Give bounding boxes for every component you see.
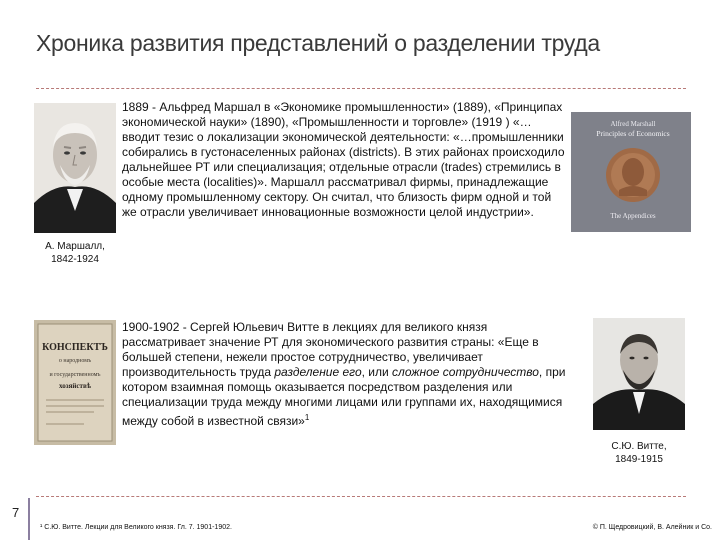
footnote: ¹ С.Ю. Витте. Лекции для Великого князя. Гл. 7. 1901-1902. <box>40 524 232 531</box>
book-subtitle: The Appendices <box>610 212 656 220</box>
marshall-portrait <box>34 103 116 233</box>
witte-caption-name: С.Ю. Витте, <box>611 441 667 452</box>
witte-caption-years: 1849-1915 <box>615 454 663 465</box>
footer-vertical-bar <box>28 498 30 540</box>
book-author: Alfred Marshall <box>610 120 656 128</box>
book-line-2: о народномъ <box>58 358 92 364</box>
witte-caption <box>590 440 688 466</box>
witte-paragraph <box>122 320 572 429</box>
copyright: © П. Щедровицкий, В. Алейник и Со. <box>592 524 712 531</box>
marshall-caption-years: 1842-1924 <box>51 254 99 265</box>
witte-text-italic2: сложное сотрудничество <box>392 365 539 379</box>
witte-portrait <box>593 318 685 430</box>
slide-title: Хроника развития представлений о разделении труда <box>36 30 600 56</box>
footer-divider <box>36 496 686 497</box>
book-line-4: хозяйствѣ <box>59 382 91 390</box>
marshall-caption-name: А. Маршалл, <box>45 241 105 252</box>
marshall-caption <box>26 240 124 266</box>
footnote-marker: 1 <box>304 413 310 422</box>
witte-book-photo <box>34 320 116 445</box>
book-heading: КОНСПЕКТЪ <box>42 342 108 353</box>
title-divider <box>36 88 686 89</box>
book-title: Principles of Economics <box>596 129 670 138</box>
marshall-book-cover <box>571 112 691 232</box>
marshall-paragraph: 1889 - Альфред Маршал в «Экономике промышленности» (1889), «Принципах экономической науки» (1890), «Промышленности и торговле» (1919 ) «…вводит тезис о локализации экономической деятельности: «…промышленники собирались в густонаселенных районах (districts). В этих районах происходило дальнейшее РТ или специализация; отдельные отрасли (trades) стремились в особые места (localities)». Маршалл рассматривал фирмы, принадлежащие одному промышленному сектору. Он считал, что близость фирм одной и той же отрасли увеличивает инновационные возможности целой индустрии». <box>122 100 565 219</box>
witte-text-part3: , при котором взаимная помощь оказывается посредством разделения или специализации труда между многими лицами или группами их, находящимися между собой в известной связи» <box>122 365 566 428</box>
witte-text-part2: , или <box>361 365 393 379</box>
witte-text-italic1: разделение его <box>274 365 362 379</box>
book-line-3: и государственномъ <box>49 372 101 378</box>
page-number: 7 <box>12 505 20 520</box>
witte-text-part1: 1900-1902 - Сергей Юльевич Витте в лекциях для великого князя рассматривает значение РТ для экономического развития страны: «Еще в большей степени, нежели простое сотрудничество, увеличивает производительность труда <box>122 320 539 379</box>
